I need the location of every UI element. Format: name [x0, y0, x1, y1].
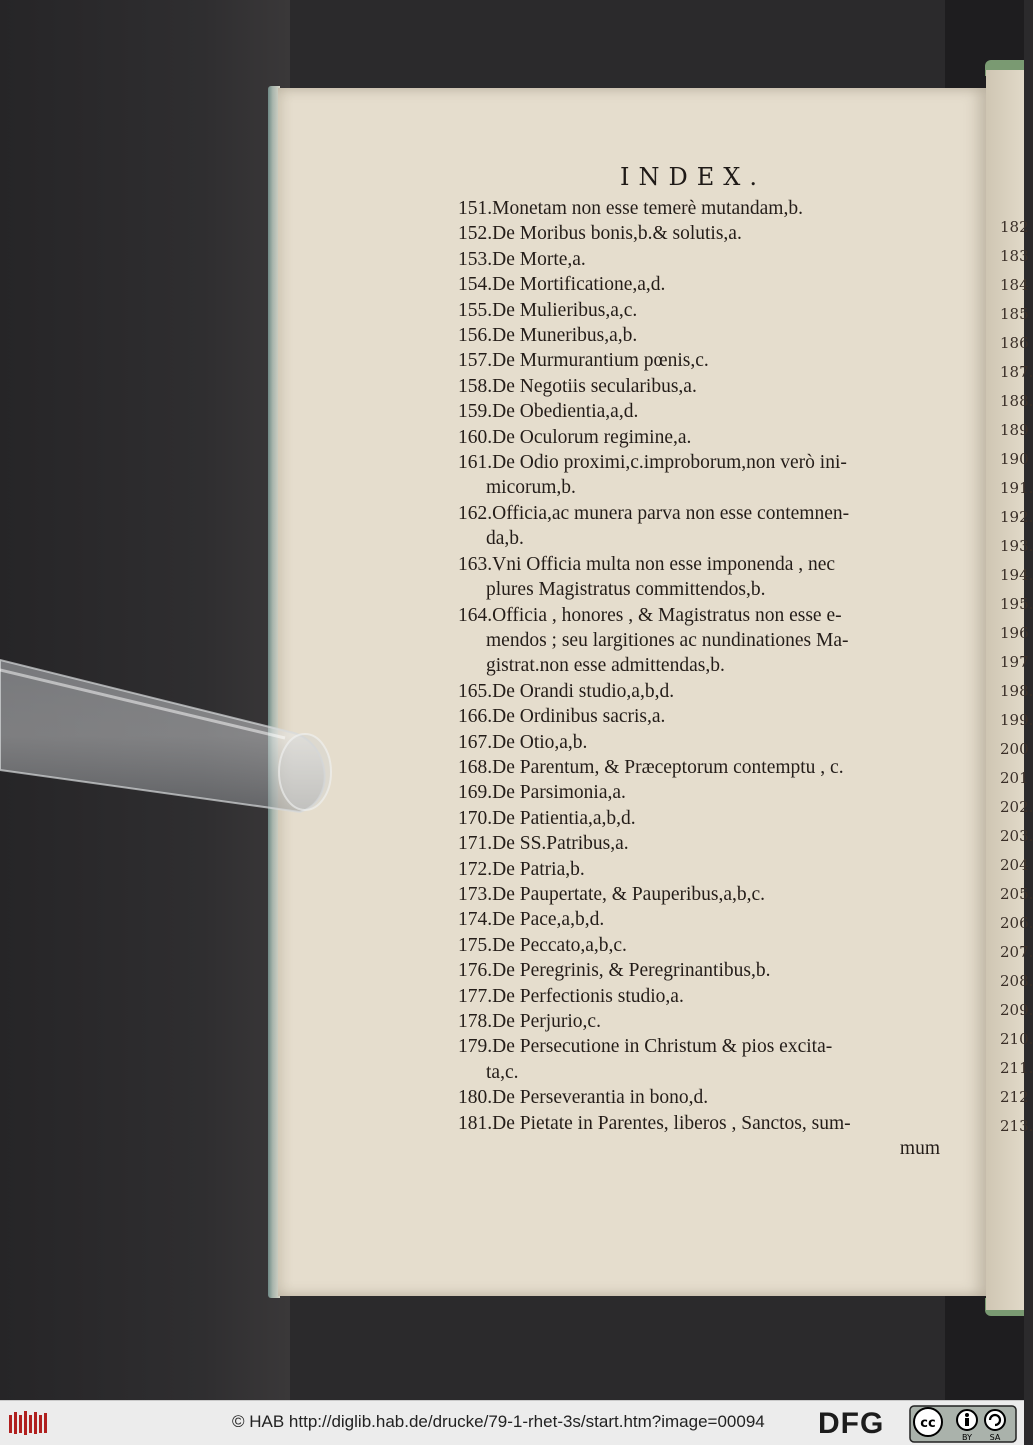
index-entry: [458, 450, 948, 475]
entry-text: De Peregrinis, & Peregrinantibus,b.: [492, 960, 771, 982]
adjacent-page-strip: [986, 70, 1033, 1310]
index-entry: [458, 475, 948, 500]
adjacent-page-number: 198.: [1000, 682, 1033, 700]
adjacent-page-number: 210.: [1000, 1030, 1033, 1048]
index-entry: [458, 552, 948, 577]
adjacent-page-number: 185: [1000, 305, 1029, 323]
index-entries: [458, 196, 948, 1161]
index-entry: [458, 755, 948, 780]
index-entry: [458, 348, 948, 373]
entry-number: 158.: [458, 375, 493, 397]
adjacent-page-number: 209.: [1000, 1001, 1033, 1019]
entry-text: Officia , honores , & Magistratus non esse e-: [492, 604, 842, 626]
glass-page-holder: [0, 650, 340, 850]
index-entry: [458, 1009, 948, 1034]
entry-text: De Patria,b.: [492, 858, 585, 880]
index-entry: [458, 628, 948, 653]
index-entry: [458, 1060, 948, 1085]
entry-number: 174.: [458, 909, 493, 931]
index-entry: [458, 780, 948, 805]
index-entry: [458, 603, 948, 628]
entry-number: 161.: [458, 452, 493, 474]
entry-number: 165.: [458, 680, 493, 702]
entry-number: 180.: [458, 1087, 493, 1109]
entry-text: De Murmurantium pœnis,c.: [492, 350, 709, 372]
entry-number: 173.: [458, 883, 493, 905]
dfg-logo: DFG: [818, 1407, 885, 1440]
index-entry: [458, 704, 948, 729]
adjacent-page-number: 190: [1000, 450, 1029, 468]
index-entry: [458, 196, 948, 221]
index-entry: [458, 1034, 948, 1059]
index-entry: [458, 374, 948, 399]
index-entry: [458, 399, 948, 424]
entry-text: De Parentum, & Præceptorum contemptu , c.: [492, 756, 844, 778]
entry-text: micorum,b.: [486, 477, 576, 499]
adjacent-page-number: 189: [1000, 421, 1029, 439]
adjacent-page-number: 186: [1000, 334, 1029, 352]
index-entry: [458, 831, 948, 856]
entry-number: 156.: [458, 325, 493, 347]
entry-number: 151.: [458, 198, 493, 219]
entry-text: ta,c.: [486, 1061, 519, 1083]
entry-number: 177.: [458, 985, 493, 1007]
adjacent-page-number: 201: [1000, 769, 1029, 787]
entry-number: 175.: [458, 934, 493, 956]
adjacent-page-number: 204: [1000, 856, 1029, 874]
entry-text: De Mulieribus,a,c.: [492, 299, 638, 321]
adjacent-page-number: 211.: [1000, 1059, 1033, 1077]
index-entry: [458, 501, 948, 526]
entry-text: De Ordinibus sacris,a.: [492, 706, 666, 728]
adjacent-page-number: 207.: [1000, 943, 1033, 961]
adjacent-page-number: 194.: [1000, 566, 1033, 584]
by-label: BY: [962, 1433, 972, 1442]
entry-number: 171.: [458, 833, 493, 855]
adjacent-page-number: 202.: [1000, 798, 1033, 816]
index-entry: [458, 857, 948, 882]
index-entry: [458, 984, 948, 1009]
entry-text: De Obedientia,a,d.: [492, 401, 639, 423]
entry-text: De Oculorum regimine,a.: [492, 426, 692, 448]
entry-number: 179.: [458, 1036, 493, 1058]
entry-text: De Otio,a,b.: [492, 731, 588, 753]
adjacent-page-number: 183: [1000, 247, 1029, 265]
entry-text: De Peccato,a,b,c.: [492, 934, 627, 956]
entry-text: De Morte,a.: [492, 248, 586, 270]
svg-text:cc: cc: [920, 1416, 936, 1431]
entry-text: De Paupertate, & Pauperibus,a,b,c.: [492, 883, 766, 905]
entry-text: mum: [899, 1138, 940, 1160]
index-entry: [458, 730, 948, 755]
entry-number: 181.: [458, 1112, 493, 1134]
entry-text: mendos ; seu largitiones ac nundinationes Ma-: [486, 629, 849, 651]
entry-text: De Orandi studio,a,b,d.: [492, 680, 675, 702]
adjacent-page-number: 203.: [1000, 827, 1033, 845]
entry-text: Vni Officia multa non esse imponenda , nec: [492, 553, 836, 575]
adjacent-page-number: 205.: [1000, 885, 1033, 903]
entry-number: 164.: [458, 604, 493, 626]
adjacent-page-number: 182: [1000, 218, 1029, 236]
viewer-footer: [0, 1400, 1024, 1445]
entry-number: 163.: [458, 553, 493, 575]
entry-number: 152.: [458, 223, 493, 245]
entry-number: 166.: [458, 706, 493, 728]
entry-number: 162.: [458, 502, 493, 524]
adjacent-page-number: 213.: [1000, 1117, 1033, 1135]
index-entry: [458, 653, 948, 678]
entry-text: De Perfectionis studio,a.: [492, 985, 684, 1007]
entry-text: plures Magistratus committendos,b.: [486, 579, 766, 601]
entry-number: 178.: [458, 1011, 493, 1032]
index-entry: [458, 272, 948, 297]
entry-text: De Pace,a,b,d.: [492, 909, 605, 931]
index-entry: [458, 221, 948, 246]
entry-text: De Mortificatione,a,d.: [492, 274, 666, 296]
entry-number: 153.: [458, 248, 493, 270]
entry-number: 168.: [458, 756, 493, 778]
entry-text: gistrat.non esse admittendas,b.: [486, 655, 725, 677]
entry-text: Officia,ac munera parva non esse contemnen-: [492, 502, 850, 524]
adjacent-page-number: 212: [1000, 1088, 1029, 1106]
adjacent-page-number: 199.: [1000, 711, 1033, 729]
entry-number: 172.: [458, 858, 493, 880]
index-entry: [458, 247, 948, 272]
library-logo-icon: [8, 1409, 48, 1437]
adjacent-page-number: 192.: [1000, 508, 1033, 526]
adjacent-page-number: 200: [1000, 740, 1029, 758]
entry-text: De Pietate in Parentes, liberos , Sanctos, sum-: [492, 1112, 851, 1134]
adjacent-page-number: 197: [1000, 653, 1029, 671]
entry-number: 160.: [458, 426, 493, 448]
entry-number: 167.: [458, 731, 493, 753]
sa-icon: [985, 1410, 1005, 1430]
entry-text: De Moribus bonis,b.& solutis,a.: [492, 223, 742, 245]
index-entry: [458, 577, 948, 602]
entry-text: De SS.Patribus,a.: [492, 833, 629, 855]
index-entry: [458, 1085, 948, 1110]
index-entry: [458, 933, 948, 958]
adjacent-page-number: 191.: [1000, 479, 1033, 497]
entry-number: 159.: [458, 401, 493, 423]
entry-text: De Odio proximi,c.improborum,non verò ini-: [492, 452, 847, 474]
entry-text: Monetam non esse temerè mutandam,b.: [492, 198, 803, 219]
copyright-url-text[interactable]: © HAB http://diglib.hab.de/drucke/79-1-rhet-3s/start.htm?image=00094: [232, 1412, 765, 1431]
entry-number: 170.: [458, 807, 493, 829]
adjacent-page-number: 195.: [1000, 595, 1033, 613]
entry-text: De Patientia,a,b,d.: [492, 807, 636, 829]
cc-by-sa-license-icon[interactable]: [910, 1406, 1016, 1442]
adjacent-page-number: 188.: [1000, 392, 1033, 410]
index-entry: [458, 806, 948, 831]
entry-number: 155.: [458, 299, 493, 321]
adjacent-page-number: 193.: [1000, 537, 1033, 555]
adjacent-page-number: 208.: [1000, 972, 1033, 990]
adjacent-page-number: 196: [1000, 624, 1029, 642]
entry-text: da,b.: [486, 528, 524, 550]
adjacent-page-number: 187.: [1000, 363, 1033, 381]
index-entry: [458, 1136, 948, 1161]
entry-number: 154.: [458, 274, 493, 296]
index-entry: [458, 323, 948, 348]
index-entry: [458, 882, 948, 907]
index-entry: [458, 526, 948, 551]
index-entry: [458, 958, 948, 983]
adjacent-page-number: 184: [1000, 276, 1029, 294]
index-entry: [458, 298, 948, 323]
entry-number: 169.: [458, 782, 493, 804]
index-entry: [458, 1111, 948, 1136]
index-entry: [458, 907, 948, 932]
page-heading: INDEX.: [620, 163, 766, 191]
entry-number: 157.: [458, 350, 493, 372]
entry-text: De Perseverantia in bono,d.: [492, 1087, 709, 1109]
entry-text: De Muneribus,a,b.: [492, 325, 638, 347]
entry-text: De Persecutione in Christum & pios excita-: [492, 1036, 833, 1058]
sa-label: SA: [989, 1433, 1001, 1442]
entry-text: De Parsimonia,a.: [492, 782, 626, 804]
index-entry: [458, 425, 948, 450]
entry-text: De Negotiis secularibus,a.: [492, 375, 697, 397]
adjacent-page-number: 206.: [1000, 914, 1033, 932]
index-entry: [458, 679, 948, 704]
entry-text: De Perjurio,c.: [492, 1011, 601, 1032]
entry-number: 176.: [458, 960, 493, 982]
